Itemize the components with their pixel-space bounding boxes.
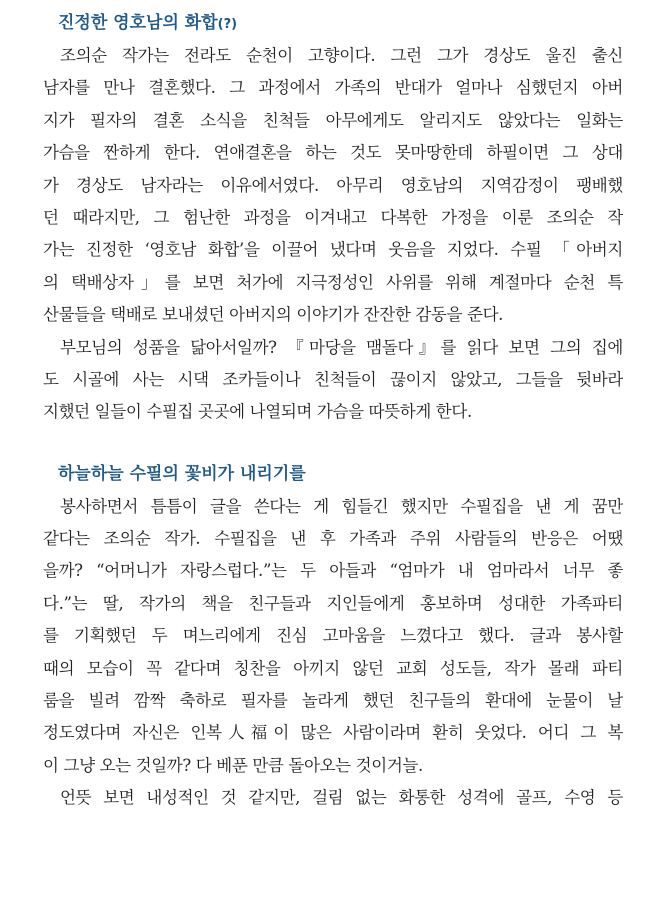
text-line: 산물들을 택배로 보내셨던 아버지의 이야기가 잔잔한 감동을 준다. bbox=[43, 305, 504, 325]
text-line: 을까? “어머니가 자랑스럽다.”는 두 아들과 “엄마가 내 엄마라서 너무 좋 bbox=[43, 561, 623, 581]
text-line: 남자를 만나 결혼했다. 그 과정에서 가족의 반대가 얼마나 심했던지 아버 bbox=[43, 78, 623, 98]
section-gap bbox=[43, 429, 623, 457]
text-line: 를 기획했던 두 며느리에게 진심 고마움을 느꼈다고 했다. 글과 봉사할 bbox=[43, 626, 623, 646]
paragraph-3 bbox=[43, 491, 623, 783]
text-line: 룸을 빌려 깜짝 축하로 필자를 놀라게 했던 친구들의 환대에 눈물이 날 bbox=[43, 691, 623, 711]
section-heading-1-suffix: (?) bbox=[217, 17, 238, 32]
paragraph-1 bbox=[43, 40, 623, 332]
text-line: 지했던 일들이 수필집 곳곳에 나열되며 가슴을 따뜻하게 한다. bbox=[43, 402, 472, 422]
text-line: 가슴을 짠하게 한다. 연애결혼을 하는 것도 못마땅한데 하필이면 그 상대 bbox=[43, 143, 623, 163]
text-line: 조의순 작가는 전라도 순천이 고향이다. 그런 그가 경상도 울진 출신 bbox=[60, 46, 623, 65]
text-line: 언뜻 보면 내성적인 것 같지만, 걸림 없는 화통한 성격에 골프, 수영 등 bbox=[60, 788, 623, 808]
text-line: 가 경상도 남자라는 이유에서였다. 아무리 영호남의 지역감정이 팽배했 bbox=[43, 175, 623, 195]
text-line: 도 시골에 사는 시댁 조카들이나 친척들이 끊이지 않았고, 그들을 뒷바라 bbox=[43, 369, 623, 389]
section-heading-1 bbox=[43, 6, 623, 40]
section-heading-1-text: 진정한 영호남의 화합 bbox=[58, 13, 218, 33]
section-heading-2: 하늘하늘 수필의 꽃비가 내리기를 bbox=[58, 463, 306, 484]
text-line: 부모님의 성품을 닮아서일까? 『마당을 맴돌다』를 읽다 보면 그의 집에 bbox=[60, 337, 623, 357]
text-line: 다.”는 딸, 작가의 책을 친구들과 지인들에게 홍보하며 성대한 가족파티 bbox=[43, 593, 623, 613]
paragraph-2 bbox=[43, 332, 623, 429]
text-line: 같다는 조의순 작가. 수필집을 낸 후 가족과 주위 사람들의 반응은 어땠 bbox=[43, 529, 623, 549]
text-line: 던 때라지만, 그 험난한 과정을 이겨내고 다복한 가정을 이룬 조의순 작 bbox=[43, 207, 623, 227]
text-line: 봉사하면서 틈틈이 글을 쓴다는 게 힘들긴 했지만 수필집을 낸 게 꿈만 bbox=[60, 496, 623, 516]
text-line: 가는 진정한 ‘영호남 화합’을 이끌어 냈다며 웃음을 지었다. 수필 「아버지 bbox=[43, 240, 623, 260]
text-line: 때의 모습이 꼭 같다며 칭찬을 아끼지 않던 교회 성도들, 작가 몰래 파티 bbox=[43, 658, 623, 678]
text-line: 정도였다며 자신은 인복人福이 많은 사람이라며 환히 웃었다. 어디 그 복 bbox=[43, 723, 623, 743]
article-page bbox=[43, 6, 623, 815]
paragraph-4 bbox=[43, 782, 623, 814]
text-line: 지가 필자의 결혼 소식을 친척들 아무에게도 알리지도 않았다는 일화는 bbox=[43, 110, 623, 130]
text-line: 의 택배상자」를 보면 처가에 지극정성인 사위를 위해 계절마다 순천 특 bbox=[43, 272, 623, 292]
text-line: 이 그냥 오는 것일까? 다 베푼 만큼 돌아오는 것이거늘. bbox=[43, 755, 423, 775]
